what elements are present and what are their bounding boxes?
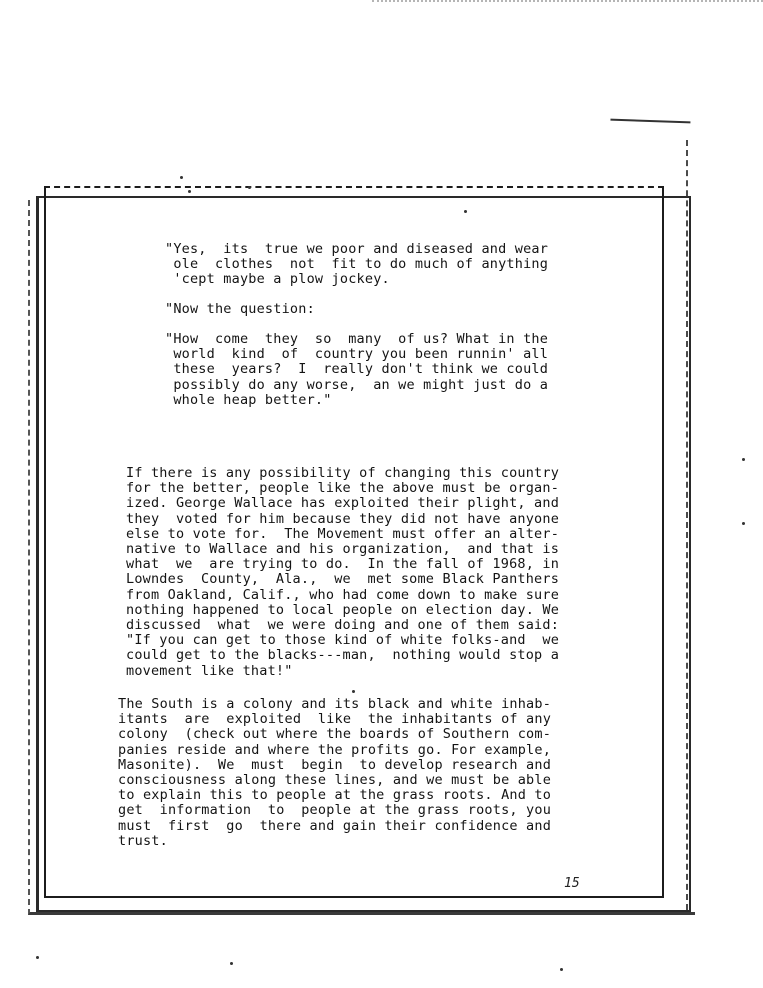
paragraph-line: The South is a colony and its black and white inhab- [118, 696, 552, 712]
quote-block-1 [165, 242, 548, 288]
paragraph-line: panies reside and where the profits go. For example, [118, 741, 552, 758]
scan-speck [230, 962, 233, 965]
scan-speck [742, 458, 745, 461]
scan-speck [560, 968, 563, 971]
paragraph-line: movement like that!" [126, 662, 293, 679]
paragraph-line: get information to people at the grass roots, you [118, 802, 552, 819]
paragraph-line: for the better, people like the above must be organ- [126, 480, 560, 497]
paragraph-line: native to Wallace and his organization, and that is [126, 541, 560, 558]
scan-speck [180, 176, 183, 179]
paragraph-line: nothing happened to local people on election day. We [126, 601, 560, 618]
quote-line: ole clothes not fit to do much of anything [165, 256, 549, 273]
quote-block-2 [165, 302, 315, 317]
paragraph-line: consciousness along these lines, and we must be able [118, 772, 552, 789]
quote-line: possibly do any worse, an we might just do a [165, 376, 549, 393]
quote-line: "Now the question: [165, 301, 315, 317]
quote-line: world kind of country you been runnin' all [165, 346, 549, 363]
paragraph-line: could get to the blacks---man, nothing would stop a [126, 647, 560, 664]
quote-line: these years? I really don't think we could [165, 361, 549, 378]
paragraph-line: to explain this to people at the grass roots. And to [118, 787, 552, 804]
quote-line: whole heap better." [165, 391, 332, 408]
quote-line: "Yes, its true we poor and diseased and wear [165, 241, 549, 257]
page-right-edge [682, 140, 688, 910]
paragraph-line: what we are trying to do. In the fall of 1968, in [126, 556, 560, 573]
quote-line: "How come they so many of us? What in the [165, 331, 549, 347]
paragraph-line: discussed what we were doing and one of them said: [126, 617, 560, 634]
scan-edge-dots [372, 0, 763, 2]
paragraph-line: itants are exploited like the inhabitants of any [118, 711, 552, 728]
paragraph-2 [118, 697, 551, 849]
paragraph-line: ized. George Wallace has exploited their plight, and [126, 495, 560, 512]
scan-speck [188, 190, 191, 193]
paragraph-line: colony (check out where the boards of Southern com- [118, 726, 552, 743]
scan-speck [352, 690, 355, 693]
page-corner-edge [610, 119, 691, 150]
paragraph-line: must first go there and gain their confidence and [118, 817, 552, 834]
paragraph-1 [126, 466, 559, 679]
scan-speck [248, 186, 251, 189]
paragraph-line: from Oakland, Calif., who had come down to make sure [126, 586, 560, 603]
scan-speck [36, 956, 39, 959]
scan-speck [464, 210, 467, 213]
quote-block-3 [165, 332, 548, 408]
paragraph-line: trust. [118, 832, 168, 849]
scan-speck [742, 522, 745, 525]
paragraph-line: If there is any possibility of changing this country [126, 465, 560, 481]
paragraph-line: "If you can get to those kind of white folks-and we [126, 632, 560, 649]
paragraph-line: else to vote for. The Movement must offer an alter- [126, 525, 560, 542]
page-number: 15 [564, 876, 580, 891]
paragraph-line: Masonite). We must begin to develop research and [118, 756, 552, 773]
paragraph-line: Lowndes County, Ala., we met some Black Panthers [126, 571, 560, 588]
quote-line: 'cept maybe a plow jockey. [165, 271, 390, 288]
paragraph-line: they voted for him because they did not have anyone [126, 510, 560, 527]
